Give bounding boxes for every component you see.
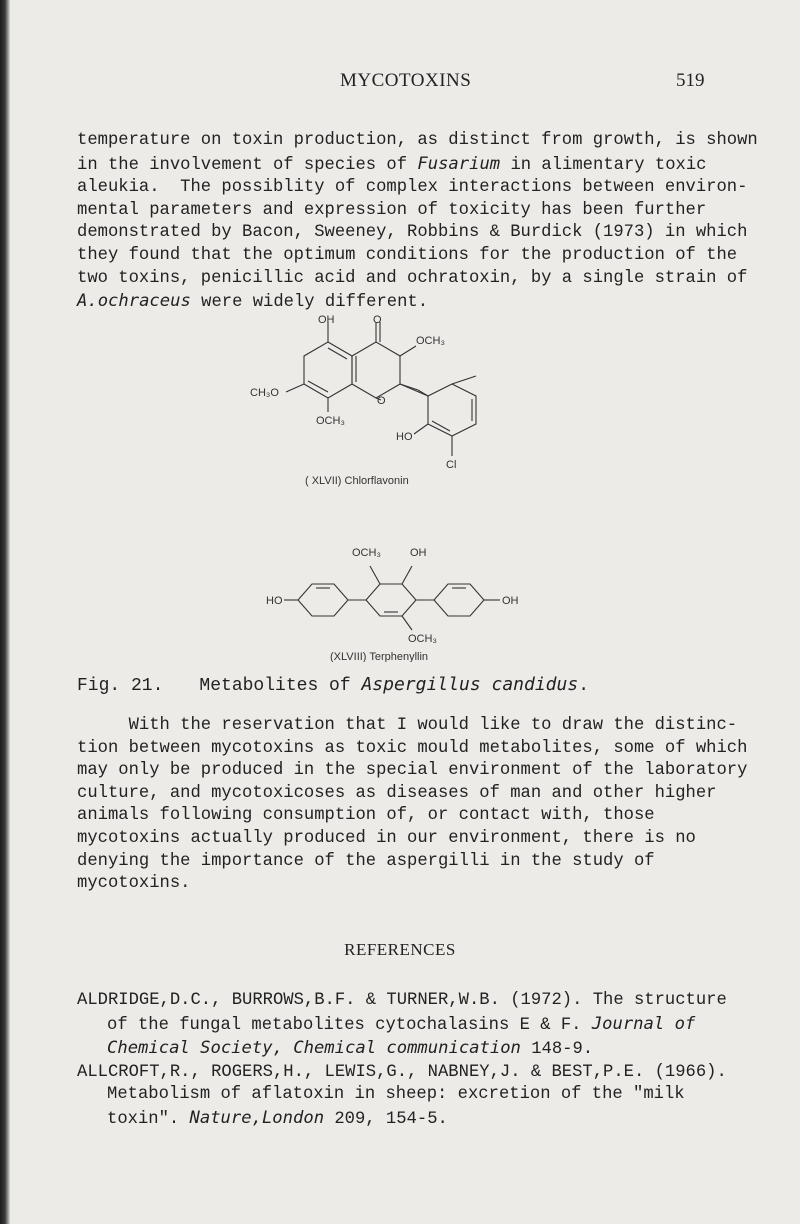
text-run: they found that the optimum conditions for the production of the <box>77 245 738 265</box>
text-run: in alimentary toxic <box>500 155 707 175</box>
reference-line <box>77 1084 747 1107</box>
italic-text-run: Nature,London <box>189 1107 325 1128</box>
text-run: may only be produced in the special environment of the laboratory <box>77 761 748 781</box>
text-run: ALLCROFT,R., ROGERS,H., LEWIS,G., NABNEY,J. & BEST,P.E. (1966). <box>77 1062 727 1082</box>
text-run: tion between mycotoxins as toxic mould metabolites, some of which <box>77 738 748 758</box>
label-cl: Cl <box>446 459 457 471</box>
paragraph-reservation <box>77 715 748 896</box>
chlorflavonin-labels <box>250 314 456 487</box>
terphenyllin-structure <box>284 566 500 630</box>
label-ch3o: CH₃O <box>250 387 279 399</box>
running-title: MYCOTOXINS <box>340 70 472 91</box>
label-och3-bottom: OCH₃ <box>316 415 345 427</box>
text-run: 148-9. <box>520 1040 594 1060</box>
paragraph-temperature-toxin <box>77 130 758 315</box>
text-line <box>77 873 737 896</box>
reference-line <box>77 1037 747 1062</box>
label-oh: OH <box>318 314 335 326</box>
reference-line <box>77 990 747 1013</box>
text-line <box>77 177 748 200</box>
italic-text-run: A.ochraceus <box>77 291 191 312</box>
label-och3-bottom-2: OCH₃ <box>408 633 437 645</box>
label-oh-top: OH <box>410 547 427 559</box>
text-line <box>77 715 737 738</box>
reference-line <box>77 1062 747 1085</box>
label-och3-top: OCH₃ <box>352 547 381 559</box>
text-run: were widely different. <box>190 293 429 313</box>
references-list <box>77 990 747 1132</box>
text-run: mycotoxins. <box>77 874 191 894</box>
text-line <box>77 222 748 245</box>
text-line <box>77 828 737 851</box>
reference-line <box>77 1013 747 1038</box>
references-heading: REFERENCES <box>344 940 456 959</box>
text-line <box>77 130 758 153</box>
figure-caption <box>77 674 589 696</box>
text-line <box>77 851 737 874</box>
label-ho: HO <box>396 431 413 443</box>
chemical-structures-drawing <box>200 312 580 662</box>
text-run: animals following consumption of, or contact with, those <box>77 806 655 826</box>
italic-text-run: Fusarium <box>417 153 501 174</box>
italic-text-run: Journal of <box>591 1013 696 1034</box>
label-oh-right: OH <box>502 595 519 607</box>
text-line <box>77 200 737 223</box>
label-ho-left: HO <box>266 595 283 607</box>
chlorflavonin-caption: ( XLVII) Chlorflavonin <box>305 475 409 487</box>
text-run: 209, 154-5. <box>324 1109 448 1129</box>
figure-caption-species: Aspergillus candidus <box>361 674 579 695</box>
italic-text-run: Chemical Society, Chemical communication <box>107 1038 521 1059</box>
text-run: mental parameters and expression of toxicity has been further <box>77 200 707 220</box>
book-spine-shadow <box>0 0 10 1224</box>
text-run: demonstrated by Bacon, Sweeney, Robbins & Burdick (1973) in which <box>77 223 748 243</box>
text-run: With the reservation that I would like to draw the distinc- <box>77 716 738 735</box>
terphenyllin-caption: (XLVIII) Terphenyllin <box>330 651 429 662</box>
text-run: in the involvement of species of <box>77 155 418 175</box>
reference-line <box>77 1107 747 1132</box>
text-line <box>77 783 737 806</box>
text-line <box>77 268 748 291</box>
figure-number: Fig. 21. <box>77 676 164 696</box>
figure-caption-period: . <box>578 676 590 696</box>
page-header <box>0 70 800 98</box>
figure-21-structures <box>200 312 580 662</box>
chlorflavonin-structure <box>286 322 476 456</box>
text-line <box>77 738 748 761</box>
text-run: Metabolism of aflatoxin in sheep: excretion of the "milk <box>107 1085 685 1105</box>
figure-caption-text: Metabolites of <box>199 676 362 696</box>
text-line <box>77 153 737 178</box>
text-run: aleukia. The possiblity of complex interactions between environ- <box>77 178 748 198</box>
text-run: mycotoxins actually produced in our environment, there is no <box>77 828 696 848</box>
text-run: of the fungal metabolites cytochalasins E & F. <box>107 1015 592 1035</box>
text-line <box>77 760 748 783</box>
label-o-carbonyl: O <box>373 314 382 326</box>
reference-entry <box>77 990 747 1062</box>
text-run: temperature on toxin production, as distinct from growth, is shown <box>77 131 758 150</box>
reference-entry <box>77 1062 747 1132</box>
label-och3-right: OCH₃ <box>416 335 445 347</box>
text-run: culture, and mycotoxicoses as diseases of man and other higher <box>77 783 717 803</box>
label-ring-o: O <box>377 395 386 407</box>
text-run: ALDRIDGE,D.C., BURROWS,B.F. & TURNER,W.B. (1972). The structure <box>77 991 727 1010</box>
text-line <box>77 805 737 828</box>
text-run: denying the importance of the aspergilli in the study of <box>77 851 655 871</box>
text-run: toxin". <box>107 1109 190 1129</box>
text-run: two toxins, penicillic acid and ochratoxin, by a single strain of <box>77 268 748 288</box>
page-number: 519 <box>676 70 705 91</box>
text-line <box>77 245 737 268</box>
